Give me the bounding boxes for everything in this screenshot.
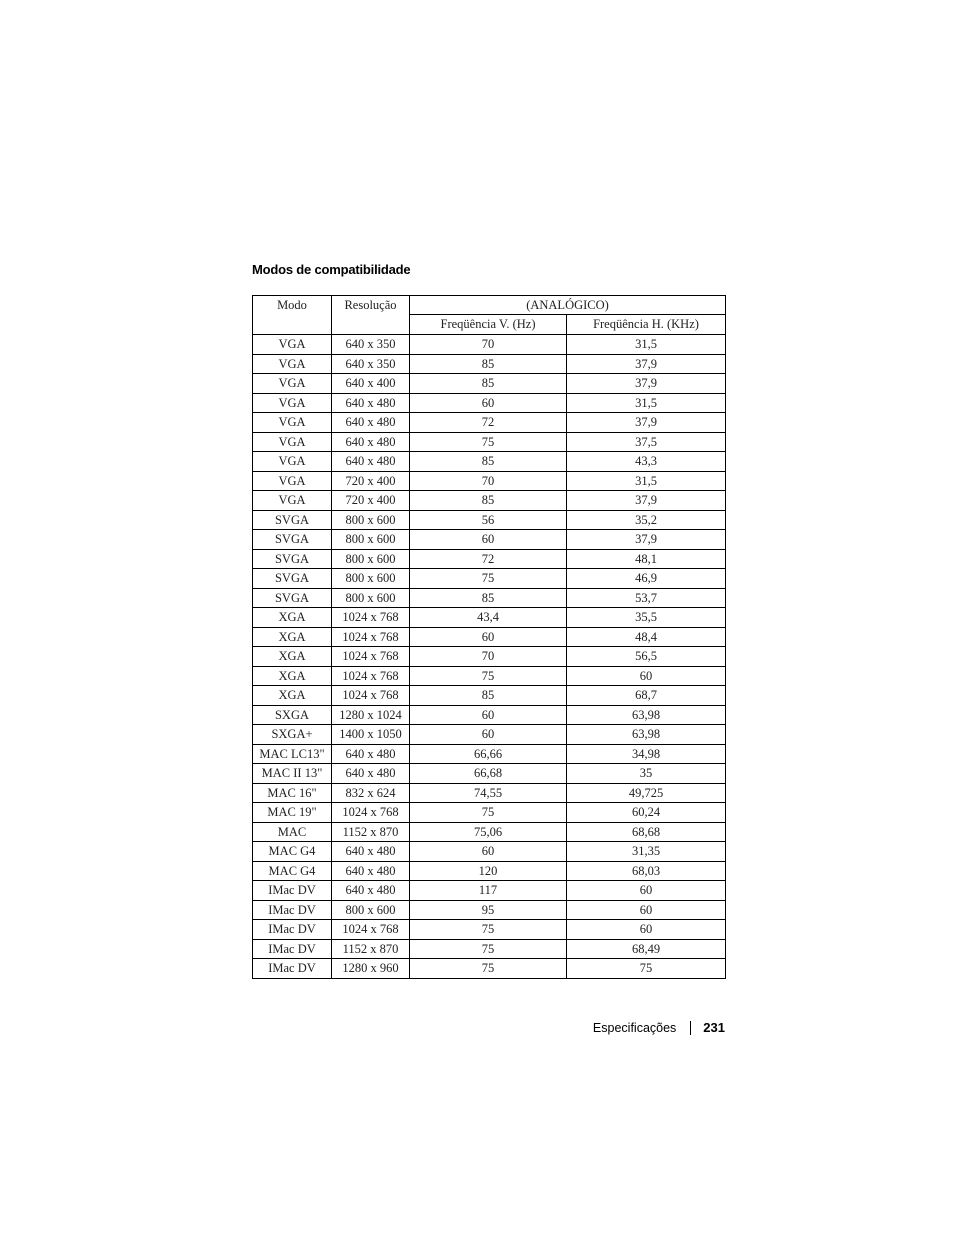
cell-resolution: 640 x 350: [332, 354, 410, 374]
cell-resolution: 640 x 480: [332, 452, 410, 472]
cell-horizontal-frequency: 37,9: [567, 530, 726, 550]
header-analog-group: (ANALÓGICO): [410, 296, 726, 315]
cell-vertical-frequency: 70: [410, 471, 567, 491]
cell-resolution: 640 x 480: [332, 393, 410, 413]
table-row: [253, 432, 726, 452]
cell-resolution: 640 x 480: [332, 432, 410, 452]
table-row: [253, 861, 726, 881]
cell-vertical-frequency: 56: [410, 510, 567, 530]
cell-resolution: 720 x 400: [332, 491, 410, 511]
cell-horizontal-frequency: 48,1: [567, 549, 726, 569]
cell-horizontal-frequency: 35: [567, 764, 726, 784]
table-row: [253, 881, 726, 901]
cell-vertical-frequency: 95: [410, 900, 567, 920]
table-row: [253, 549, 726, 569]
cell-mode: IMac DV: [253, 881, 332, 901]
cell-vertical-frequency: 60: [410, 627, 567, 647]
cell-vertical-frequency: 117: [410, 881, 567, 901]
cell-horizontal-frequency: 35,5: [567, 608, 726, 628]
cell-horizontal-frequency: 68,49: [567, 939, 726, 959]
cell-mode: VGA: [253, 452, 332, 472]
cell-mode: IMac DV: [253, 920, 332, 940]
cell-mode: SXGA: [253, 705, 332, 725]
table-row: [253, 725, 726, 745]
cell-vertical-frequency: 70: [410, 647, 567, 667]
header-resolution: Resolução: [332, 296, 410, 335]
cell-mode: XGA: [253, 627, 332, 647]
cell-mode: MAC 16": [253, 783, 332, 803]
cell-horizontal-frequency: 37,9: [567, 491, 726, 511]
cell-resolution: 640 x 480: [332, 413, 410, 433]
footer-separator: [690, 1021, 691, 1035]
table-row: [253, 393, 726, 413]
cell-mode: VGA: [253, 393, 332, 413]
cell-horizontal-frequency: 53,7: [567, 588, 726, 608]
cell-vertical-frequency: 85: [410, 354, 567, 374]
cell-mode: MAC II 13": [253, 764, 332, 784]
cell-vertical-frequency: 75: [410, 939, 567, 959]
cell-mode: VGA: [253, 413, 332, 433]
cell-horizontal-frequency: 56,5: [567, 647, 726, 667]
table-row: [253, 374, 726, 394]
cell-resolution: 800 x 600: [332, 530, 410, 550]
cell-vertical-frequency: 60: [410, 393, 567, 413]
cell-mode: VGA: [253, 432, 332, 452]
cell-horizontal-frequency: 46,9: [567, 569, 726, 589]
cell-mode: MAC: [253, 822, 332, 842]
table-row: [253, 530, 726, 550]
table-row: [253, 569, 726, 589]
cell-horizontal-frequency: 35,2: [567, 510, 726, 530]
cell-resolution: 800 x 600: [332, 900, 410, 920]
table-row: [253, 939, 726, 959]
cell-mode: MAC G4: [253, 842, 332, 862]
cell-horizontal-frequency: 31,5: [567, 335, 726, 355]
cell-vertical-frequency: 60: [410, 530, 567, 550]
cell-mode: SVGA: [253, 569, 332, 589]
cell-resolution: 800 x 600: [332, 588, 410, 608]
cell-mode: VGA: [253, 374, 332, 394]
cell-mode: SVGA: [253, 588, 332, 608]
cell-horizontal-frequency: 63,98: [567, 705, 726, 725]
cell-resolution: 720 x 400: [332, 471, 410, 491]
cell-horizontal-frequency: 43,3: [567, 452, 726, 472]
table-row: [253, 822, 726, 842]
table-row: [253, 608, 726, 628]
cell-resolution: 640 x 480: [332, 764, 410, 784]
cell-vertical-frequency: 120: [410, 861, 567, 881]
cell-resolution: 640 x 400: [332, 374, 410, 394]
cell-vertical-frequency: 75: [410, 803, 567, 823]
table-row: [253, 452, 726, 472]
table-row: [253, 354, 726, 374]
cell-resolution: 800 x 600: [332, 510, 410, 530]
cell-resolution: 1024 x 768: [332, 647, 410, 667]
cell-mode: MAC G4: [253, 861, 332, 881]
cell-resolution: 1152 x 870: [332, 822, 410, 842]
cell-vertical-frequency: 85: [410, 686, 567, 706]
table-row: [253, 666, 726, 686]
cell-vertical-frequency: 72: [410, 549, 567, 569]
cell-mode: SVGA: [253, 510, 332, 530]
cell-mode: IMac DV: [253, 959, 332, 979]
table-row: [253, 900, 726, 920]
cell-horizontal-frequency: 68,68: [567, 822, 726, 842]
cell-mode: MAC 19": [253, 803, 332, 823]
cell-vertical-frequency: 75: [410, 569, 567, 589]
table-row: [253, 471, 726, 491]
cell-resolution: 640 x 350: [332, 335, 410, 355]
cell-horizontal-frequency: 60: [567, 920, 726, 940]
cell-mode: IMac DV: [253, 939, 332, 959]
cell-horizontal-frequency: 75: [567, 959, 726, 979]
cell-vertical-frequency: 75: [410, 920, 567, 940]
cell-horizontal-frequency: 31,5: [567, 471, 726, 491]
cell-vertical-frequency: 75,06: [410, 822, 567, 842]
table-row: [253, 705, 726, 725]
table-row: [253, 744, 726, 764]
cell-mode: XGA: [253, 686, 332, 706]
cell-vertical-frequency: 60: [410, 705, 567, 725]
page-number: 231: [703, 1020, 725, 1035]
cell-resolution: 1280 x 1024: [332, 705, 410, 725]
cell-mode: VGA: [253, 354, 332, 374]
cell-horizontal-frequency: 37,5: [567, 432, 726, 452]
cell-mode: XGA: [253, 666, 332, 686]
cell-horizontal-frequency: 60,24: [567, 803, 726, 823]
cell-resolution: 1024 x 768: [332, 608, 410, 628]
cell-resolution: 1024 x 768: [332, 920, 410, 940]
compatibility-modes-table: [252, 295, 726, 979]
cell-mode: SVGA: [253, 530, 332, 550]
page-footer: [593, 1020, 725, 1035]
cell-resolution: 1152 x 870: [332, 939, 410, 959]
cell-resolution: 640 x 480: [332, 842, 410, 862]
cell-vertical-frequency: 60: [410, 842, 567, 862]
cell-mode: IMac DV: [253, 900, 332, 920]
table-row: [253, 842, 726, 862]
cell-vertical-frequency: 72: [410, 413, 567, 433]
cell-resolution: 1024 x 768: [332, 666, 410, 686]
cell-mode: XGA: [253, 608, 332, 628]
cell-resolution: 800 x 600: [332, 569, 410, 589]
cell-vertical-frequency: 85: [410, 588, 567, 608]
cell-vertical-frequency: 60: [410, 725, 567, 745]
cell-vertical-frequency: 85: [410, 374, 567, 394]
table-body: [253, 335, 726, 979]
cell-horizontal-frequency: 68,7: [567, 686, 726, 706]
cell-horizontal-frequency: 37,9: [567, 413, 726, 433]
cell-resolution: 1400 x 1050: [332, 725, 410, 745]
table-row: [253, 920, 726, 940]
cell-vertical-frequency: 43,4: [410, 608, 567, 628]
header-mode: Modo: [253, 296, 332, 335]
cell-horizontal-frequency: 60: [567, 881, 726, 901]
header-horizontal-frequency: Freqüência H. (KHz): [567, 315, 726, 335]
section-title: Modos de compatibilidade: [252, 262, 411, 277]
cell-resolution: 640 x 480: [332, 744, 410, 764]
cell-resolution: 1024 x 768: [332, 686, 410, 706]
cell-mode: MAC LC13": [253, 744, 332, 764]
cell-vertical-frequency: 75: [410, 432, 567, 452]
cell-resolution: 1280 x 960: [332, 959, 410, 979]
table-row: [253, 335, 726, 355]
cell-horizontal-frequency: 37,9: [567, 354, 726, 374]
cell-vertical-frequency: 74,55: [410, 783, 567, 803]
table-row: [253, 413, 726, 433]
cell-horizontal-frequency: 31,5: [567, 393, 726, 413]
header-vertical-frequency: Freqüência V. (Hz): [410, 315, 567, 335]
cell-resolution: 640 x 480: [332, 881, 410, 901]
cell-horizontal-frequency: 68,03: [567, 861, 726, 881]
cell-vertical-frequency: 75: [410, 666, 567, 686]
cell-vertical-frequency: 66,66: [410, 744, 567, 764]
cell-mode: VGA: [253, 491, 332, 511]
cell-vertical-frequency: 70: [410, 335, 567, 355]
table-row: [253, 510, 726, 530]
cell-horizontal-frequency: 48,4: [567, 627, 726, 647]
cell-horizontal-frequency: 60: [567, 666, 726, 686]
footer-section-name: Especificações: [592, 1020, 677, 1035]
table-row: [253, 647, 726, 667]
cell-mode: SVGA: [253, 549, 332, 569]
table-row: [253, 783, 726, 803]
cell-resolution: 832 x 624: [332, 783, 410, 803]
cell-horizontal-frequency: 63,98: [567, 725, 726, 745]
table-row: [253, 764, 726, 784]
cell-vertical-frequency: 85: [410, 452, 567, 472]
cell-mode: XGA: [253, 647, 332, 667]
cell-resolution: 640 x 480: [332, 861, 410, 881]
table-row: [253, 959, 726, 979]
table-row: [253, 803, 726, 823]
table-row: [253, 491, 726, 511]
table-row: [253, 588, 726, 608]
cell-horizontal-frequency: 34,98: [567, 744, 726, 764]
cell-horizontal-frequency: 49,725: [567, 783, 726, 803]
cell-vertical-frequency: 85: [410, 491, 567, 511]
cell-vertical-frequency: 75: [410, 959, 567, 979]
cell-horizontal-frequency: 31,35: [567, 842, 726, 862]
cell-mode: VGA: [253, 335, 332, 355]
cell-resolution: 800 x 600: [332, 549, 410, 569]
cell-mode: SXGA+: [253, 725, 332, 745]
cell-horizontal-frequency: 60: [567, 900, 726, 920]
cell-horizontal-frequency: 37,9: [567, 374, 726, 394]
table-row: [253, 627, 726, 647]
cell-resolution: 1024 x 768: [332, 803, 410, 823]
cell-mode: VGA: [253, 471, 332, 491]
cell-resolution: 1024 x 768: [332, 627, 410, 647]
table-row: [253, 686, 726, 706]
cell-vertical-frequency: 66,68: [410, 764, 567, 784]
